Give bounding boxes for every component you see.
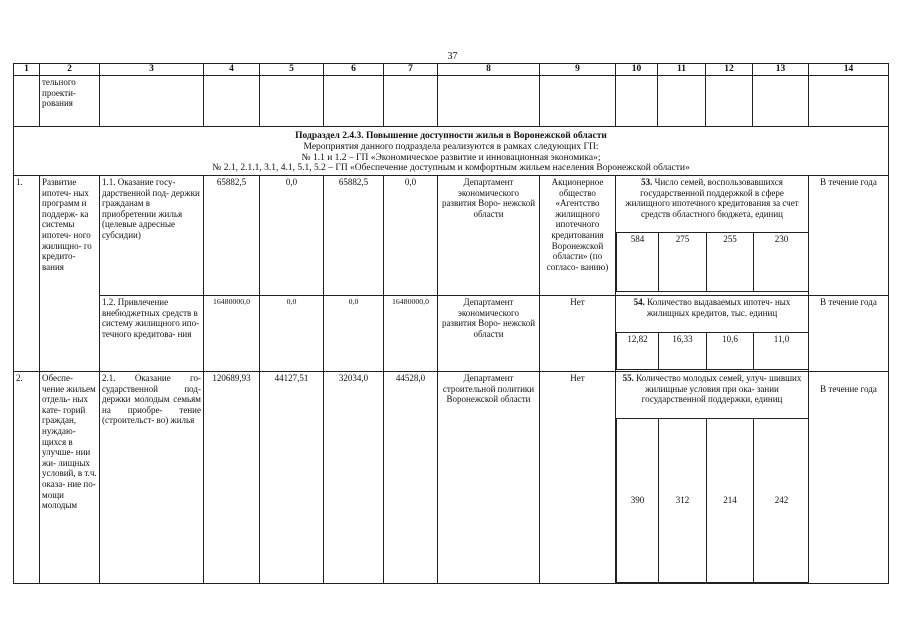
indicator-value: 16,33 — [659, 333, 707, 370]
term: В течение года — [809, 176, 889, 296]
header-cell: 7 — [384, 64, 438, 76]
indicator-value: 11,0 — [754, 333, 809, 370]
executor: Департамент экономического развития Воро- нежской области — [438, 176, 540, 296]
indicator-number: 54. — [633, 297, 645, 307]
value-cell: 0,0 — [260, 296, 324, 372]
indicator-value: 10,6 — [707, 333, 754, 370]
executor: Департамент строительной политики Воронежской области — [438, 372, 540, 584]
value-cell: 32034,0 — [324, 372, 384, 584]
table-row — [14, 372, 889, 584]
executor: Департамент экономического развития Воро- нежской области — [438, 296, 540, 372]
subsection-line: № 1.1 и 1.2 – ГП «Экономическое развитие и инновационная экономика»; — [301, 152, 601, 163]
value-cell: 16480000,0 — [384, 296, 438, 372]
header-cell: 12 — [706, 64, 753, 76]
header-cell: 3 — [100, 64, 204, 76]
partner: Нет — [540, 372, 616, 584]
indicator-block — [616, 296, 809, 372]
term: В течение года — [809, 372, 889, 584]
header-cell: 2 — [40, 64, 100, 76]
indicator-value: 312 — [659, 419, 707, 583]
indicator-number: 55. — [622, 373, 634, 383]
program-name: Развитие ипотеч- ных программ и поддерж- ка системы ипотеч- ного жилищно- го кредито- вания — [40, 176, 100, 372]
value-cell: 0,0 — [260, 176, 324, 296]
row-number: 2. — [14, 372, 40, 584]
value-cell: 16480000,0 — [204, 296, 260, 372]
indicator-block — [616, 372, 809, 584]
header-cell: 9 — [540, 64, 616, 76]
indicator-text: Количество выдаваемых ипотеч- ных жилищных кредитов, тыс. единиц — [646, 297, 791, 318]
measure-text: 1.1. Оказание госу- дарственной под- держки гражданам в приобретении жилья (целевые адресные субсидии) — [100, 176, 204, 296]
indicator-text: Число семей, воспользовавшихся государственной поддержкой в сфере жилищного ипотечного кредитования за счет средств областного бюджета, единиц — [625, 177, 799, 219]
partner: Нет — [540, 296, 616, 372]
header-cell: 10 — [616, 64, 658, 76]
header-cell: 6 — [324, 64, 384, 76]
value-cell: 120689,93 — [204, 372, 260, 584]
value-cell: 44127,51 — [260, 372, 324, 584]
indicator-value: 390 — [617, 419, 659, 583]
value-cell: 0,0 — [384, 176, 438, 296]
partner: Акционерное общество «Агентство жилищного ипотечного кредитования Воронежской области» (по согласо- ванию) — [540, 176, 616, 296]
header-cell: 13 — [753, 64, 809, 76]
subsection-line: Мероприятия данного подраздела реализуются в рамках следующих ГП: — [303, 141, 599, 152]
program-name: Обеспе- чение жильем отдель- ных кате- горий граждан, нуждаю- щихся в улучше- нии жи- лищных условий, в т.ч. оказа- ние по- мощи молодым — [40, 372, 100, 584]
measure-text: 1.2. Привлечение внебюджетных средств в систему жилищного ипо- течного кредитова- ния — [100, 296, 204, 372]
indicator-number: 53. — [641, 177, 653, 187]
term: В течение года — [809, 296, 889, 372]
header-cell: 1 — [14, 64, 40, 76]
indicator-value: 584 — [617, 233, 659, 292]
subsection-row — [14, 127, 889, 176]
subsection-line: № 2.1, 2.1.1, 3.1, 4.1, 5.1, 5.2 – ГП «Обеспечение доступным и комфортным жильем населения Воронежской области» — [212, 163, 690, 174]
value-cell: 65882,5 — [204, 176, 260, 296]
indicator-text: Количество молодых семей, улуч- шивших жилищные условия при ока- зании государственной поддержки, единиц — [636, 373, 802, 405]
continuation-row — [14, 76, 889, 127]
header-cell: 8 — [438, 64, 540, 76]
header-row — [14, 64, 889, 76]
header-cell: 4 — [204, 64, 260, 76]
row-number: 1. — [14, 176, 40, 372]
header-cell: 14 — [809, 64, 889, 76]
indicator-block — [616, 176, 809, 296]
value-cell: 65882,5 — [324, 176, 384, 296]
indicator-value: 255 — [707, 233, 754, 292]
value-cell: 44528,0 — [384, 372, 438, 584]
header-cell: 11 — [658, 64, 706, 76]
program-table — [13, 63, 889, 584]
indicator-value: 275 — [659, 233, 707, 292]
value-cell: 0,0 — [324, 296, 384, 372]
indicator-value: 214 — [707, 419, 754, 583]
continuation-text: тельного проекти- рования — [40, 76, 100, 127]
indicator-value: 230 — [754, 233, 809, 292]
measure-text: 2.1. Оказание го- сударственной под- держки молодым семьям на приобре- тение (строительст- во) жилья — [100, 372, 204, 584]
table-row — [14, 176, 889, 296]
page-number: 37 — [447, 51, 458, 62]
header-cell: 5 — [260, 64, 324, 76]
indicator-value: 12,82 — [617, 333, 659, 370]
subsection-title: Подраздел 2.4.3. Повышение доступности жилья в Воронежской области — [295, 131, 607, 141]
table-row — [14, 296, 889, 372]
indicator-value: 242 — [754, 419, 809, 583]
